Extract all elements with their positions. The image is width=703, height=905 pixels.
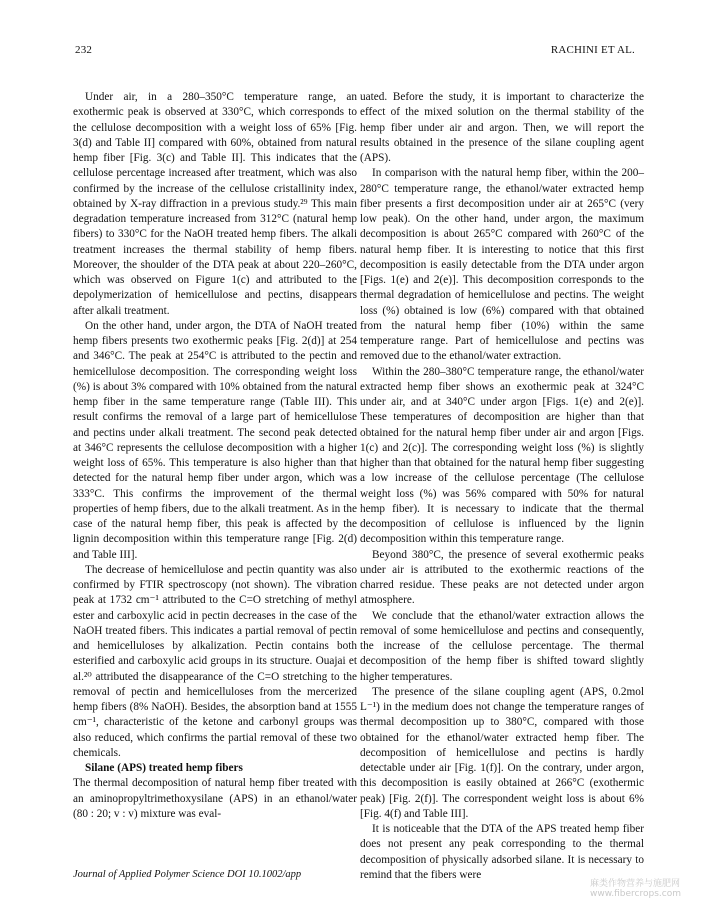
running-head: RACHINI ET AL.: [550, 44, 635, 56]
section-heading: Silane (APS) treated hemp fibers: [85, 762, 243, 774]
paragraph: Beyond 380°C, the presence of several exothermic peaks under air is attributed to the exothermic reactions of the charred residue. These peaks are not detected under argon atmosphere.: [360, 548, 644, 607]
paragraph: In comparison with the natural hemp fiber, within the 200–280°C temperature range, the ethanol/water extracted hemp fiber presents a first decomposition under air at 265°C (very low peak). On the other hand, under argon, the maximum decomposition is about 265°C compared with 260°C of the natural hemp fiber. It is interesting to notice that this first decomposition is easily detectable from the DTA under argon [Figs. 1(e) and 2(e)]. This decomposition corresponds to the thermal degradation of hemicellulose and pectins. The weight loss (%) obtained is low (6%) compared with that obtained from the natural hemp fiber (10%) within the same temperature range. Part of hemicellulose and pectins was removed due to the ethanol/water extraction.: [360, 167, 644, 363]
paragraph: The decrease of hemicellulose and pectin quantity was also confirmed by FTIR spectroscopy (not shown). The vibration peak at 1732 cm⁻¹ attributed to the C=O stretching of methyl ester and carboxylic acid in pectin decreases in the case of the NaOH treated fibers. This indicates a partial removal of pectin and hemicelluloses by alkalization. Pectin contains both esterified and carboxylic acid groups in its structure. Ouajai et al.²⁰ attributed the disappearance of the C=O stretching to the removal of pectin and hemicelluloses from the mercerized hemp fibers (8% NaOH). Besides, the absorption band at 1555 cm⁻¹, characteristic of the ketone and carbonyl groups was also reduced, which confirms the partial removal of these two chemicals.: [73, 563, 357, 759]
left-column: [73, 90, 357, 822]
paragraph: The presence of the silane coupling agent (APS, 0.2mol L⁻¹) in the medium does not change the temperature ranges of thermal decomposition up to 380°C, compared with those obtained for the ethanol/water extracted hemp fiber. The decomposition of hemicellulose and pectins is hardly detectable under air [Fig. 1(f)]. On the contrary, under argon, this decomposition is easily obtained at 266°C (exothermic peak) [Fig. 2(f)]. The correspondent weight loss is about 6% [Fig. 4(f) and Table III].: [360, 685, 644, 820]
right-column: [360, 90, 644, 883]
paragraph: It is noticeable that the DTA of the APS treated hemp fiber does not present any peak corresponding to the thermal decomposition of physically adsorbed silane. It is necessary to remind that the fibers were: [360, 823, 644, 881]
paragraph: uated. Before the study, it is important to characterize the effect of the mixed solution on the thermal stability of the hemp fiber under air and argon. Then, we will report the results obtained in the presence of the silane coupling agent (APS).: [360, 91, 644, 164]
paragraph: We conclude that the ethanol/water extraction allows the removal of some hemicellulose and pectins and consequently, the increase of the cellulose percentage. The thermal decomposition of the hemp fiber is shifted toward slightly higher temperatures.: [360, 609, 644, 683]
watermark: 麻类作物营养与施肥网 www.fibercrops.com: [590, 879, 681, 899]
paragraph: On the other hand, under argon, the DTA of NaOH treated hemp fibers presents two exothermic peaks [Fig. 2(d)] at 254 and 346°C. The peak at 254°C is attributed to the pectin and hemicellulose decomposition. The corresponding weight loss (%) is about 3% compared with 10% obtained from the natural hemp fiber in the same temperature range (Table III). This result confirms the removal of a large part of hemicellulose and pectins under alkali treatment. The second peak detected at 346°C represents the cellulose decomposition with a higher weight loss of 65%. This temperature is also higher than that detected for the natural hemp fiber under argon, which was 333°C. This confirms the improvement of the thermal properties of hemp fibers, due to the alkali treatment. As in the case of the natural hemp fiber, this peak is affected by the lignin decomposition within this temperature range [Fig. 2(d) and Table III].: [73, 319, 357, 561]
paragraph: The thermal decomposition of natural hemp fiber treated with an aminopropyltrimethoxysilane (APS) in an ethanol/water (80 : 20; v : v) mixture was eval-: [73, 777, 357, 820]
journal-footer: Journal of Applied Polymer Science DOI 10.1002/app: [73, 869, 302, 880]
paragraph: Under air, in a 280–350°C temperature range, an exothermic peak is observed at 330°C, which corresponds to the cellulose decomposition with a weight loss of 65% [Fig. 3(d) and Table II] compared with 60%, obtained from natural hemp fiber [Fig. 3(c) and Table II]. This indicates that the cellulose percentage increased after treatment, which was also confirmed by the increase of the cellulose cristallinity index, obtained by X-ray diffraction in a previous study.²⁹ This main degradation temperature increased from 312°C (natural hemp fibers) to 330°C for the NaOH treated hemp fibers. The alkali treatment increases the thermal stability of hemp fibers. Moreover, the shoulder of the DTA peak at about 220–260°C, which was observed on Figure 1(c) and attributed to the depolymerization of hemicellulose and pectins, disappears after alkali treatment.: [73, 91, 357, 317]
paragraph: Within the 280–380°C temperature range, the ethanol/water extracted hemp fiber shows an exothermic peak at 324°C under air, and at 340°C under argon [Figs. 1(e) and 2(e)]. These temperatures of decomposition are higher than that obtained for the natural hemp fiber under air and argon [Figs. 1(c) and 2(c)]. The corresponding weight loss (%) is slightly higher than that obtained for the natural hemp fiber suggesting a low increase of the cellulose percentage (The cellulose weight loss (%) was 56% compared with 50% for natural hemp fiber). It is necessary to indicate that the thermal decomposition of cellulose is influenced by the lignin decomposition within this temperature range.: [360, 365, 644, 546]
page-number: 232: [75, 44, 93, 56]
